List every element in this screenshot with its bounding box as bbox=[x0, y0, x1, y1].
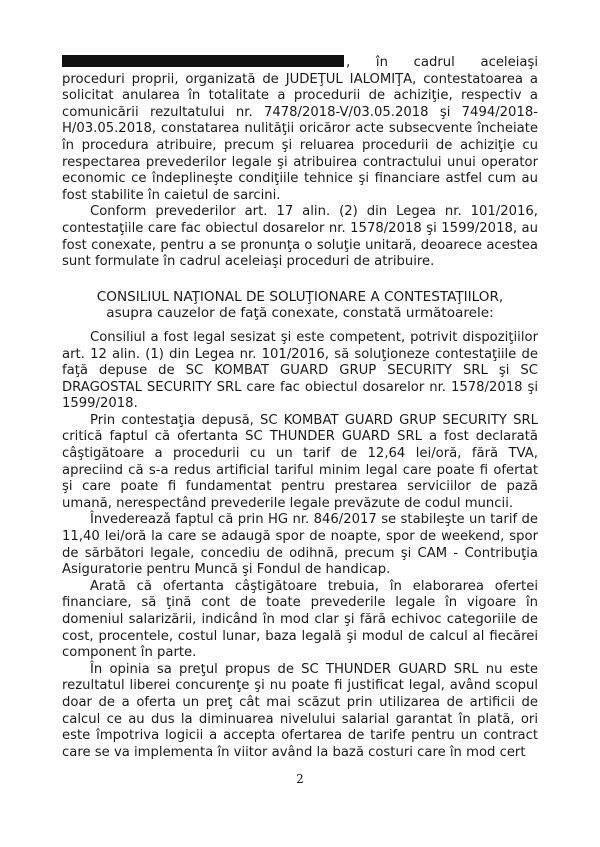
page-number: 2 bbox=[296, 772, 304, 786]
paragraph-opinie: În opinia sa preţul propus de SC THUNDER GUARD SRL nu este rezultatul liberei concurenţe şi nu poate fi justificat legal, având scopul doar de a oferta un preţ cât mai scăzut prin utilizarea de artificii de calcul ce au dus la diminuarea nivelului salarial garantat în plată, ori este împotriva logicii a accepta ofertarea de tarife pentru un contract care se va implementa în viitor având la bază costuri care în mod cert bbox=[62, 661, 538, 760]
spacer bbox=[62, 322, 538, 330]
paragraph-competenta: Consiliul a fost legal sesizat şi este competent, potrivit dispoziţiilor art. 12 alin. (1) din Legea nr. 101/2016, să soluţioneze contestaţiile de faţă depuse de SC KOMBAT GUARD GRUP SECURITY SRL şi SC DRAGOSTAL SECURITY SRL care fac obiectul dosarelor nr. 1578/2018 şi 1599/2018. bbox=[62, 329, 538, 412]
paragraph-hg: Învedereazǎ faptul că prin HG nr. 846/2017 se stabileşte un tarif de 11,40 lei/oră la care se adaugă spor de noapte, spor de weekend, spor de sărbători legale, concediu de odihnă, precum şi CAM - Contribuţia Asiguratorie pentru Muncă şi Fondul de handicap. bbox=[62, 512, 538, 578]
paragraph-conexare: Conform prevederilor art. 17 alin. (2) din Legea nr. 101/2016, contestaţiile care fac obiectul dosarelor nr. 1578/2018 şi 1599/2018, au fost conexate, pentru a se pronunţa o soluţie unitară, deoarece acestea sunt formulate în cadrul aceleiaşi proceduri de atribuire. bbox=[62, 204, 538, 270]
paragraph-oferta: Arată că ofertanta câştigătoare trebuia, în elaborarea ofertei financiare, să ţină cont de toate prevederile legale în vigoare în domeniul salarizării, indicând în mod clar şi fără echivoc categoriile de cost, procentele, costul lunar, baza legală şi modul de calcul al fiecărei component în parte. bbox=[62, 578, 538, 661]
document-body bbox=[62, 55, 538, 761]
paragraph-contestatie: Prin contestaţia depusă, SC KOMBAT GUARD GRUP SECURITY SRL critică faptul că ofertanta SC THUNDER GUARD SRL a fost declarată câştigătoare a procedurii cu un tarif de 12,64 lei/oră, fără TVA, apreciind că s-a redus artificial tariful minim legal care poate fi ofertat şi care poate fi fundamentat pentru prestarea serviciilor de pază umană, nerespectând prevederile legale prevăzute de codul muncii. bbox=[62, 412, 538, 511]
redaction-bar bbox=[62, 55, 344, 67]
paragraph-intro-text: , în cadrul aceleiaşi proceduri proprii, organizată de JUDEŢUL IALOMIŢA, contestatoarea a solicitat anularea în totalitate a procedurii de achiziţie, respectiv a comunicării rezultatului nr. 7478/2018-V/03.05.2018 şi 7494/2018-H/03.05.2018, constatarea nulităţii oricăror acte subsecvente încheiate în procedura atribuire, precum şi reluarea procedurii de achiziţie cu respectarea prevederilor legale şi atribuirea contractului unui operator economic ce îndeplineşte condiţiile tehnice şi financiare astfel cum au fost stabilite în caietul de sarcini. bbox=[62, 55, 538, 203]
section-subheading: asupra cauzelor de faţă conexate, constată următoarele: bbox=[106, 305, 494, 322]
spacer bbox=[62, 271, 538, 279]
paragraph-intro bbox=[62, 55, 538, 204]
section-heading: CONSILIUL NAŢIONAL DE SOLUŢIONARE A CONTESTAŢIILOR, bbox=[96, 288, 504, 305]
